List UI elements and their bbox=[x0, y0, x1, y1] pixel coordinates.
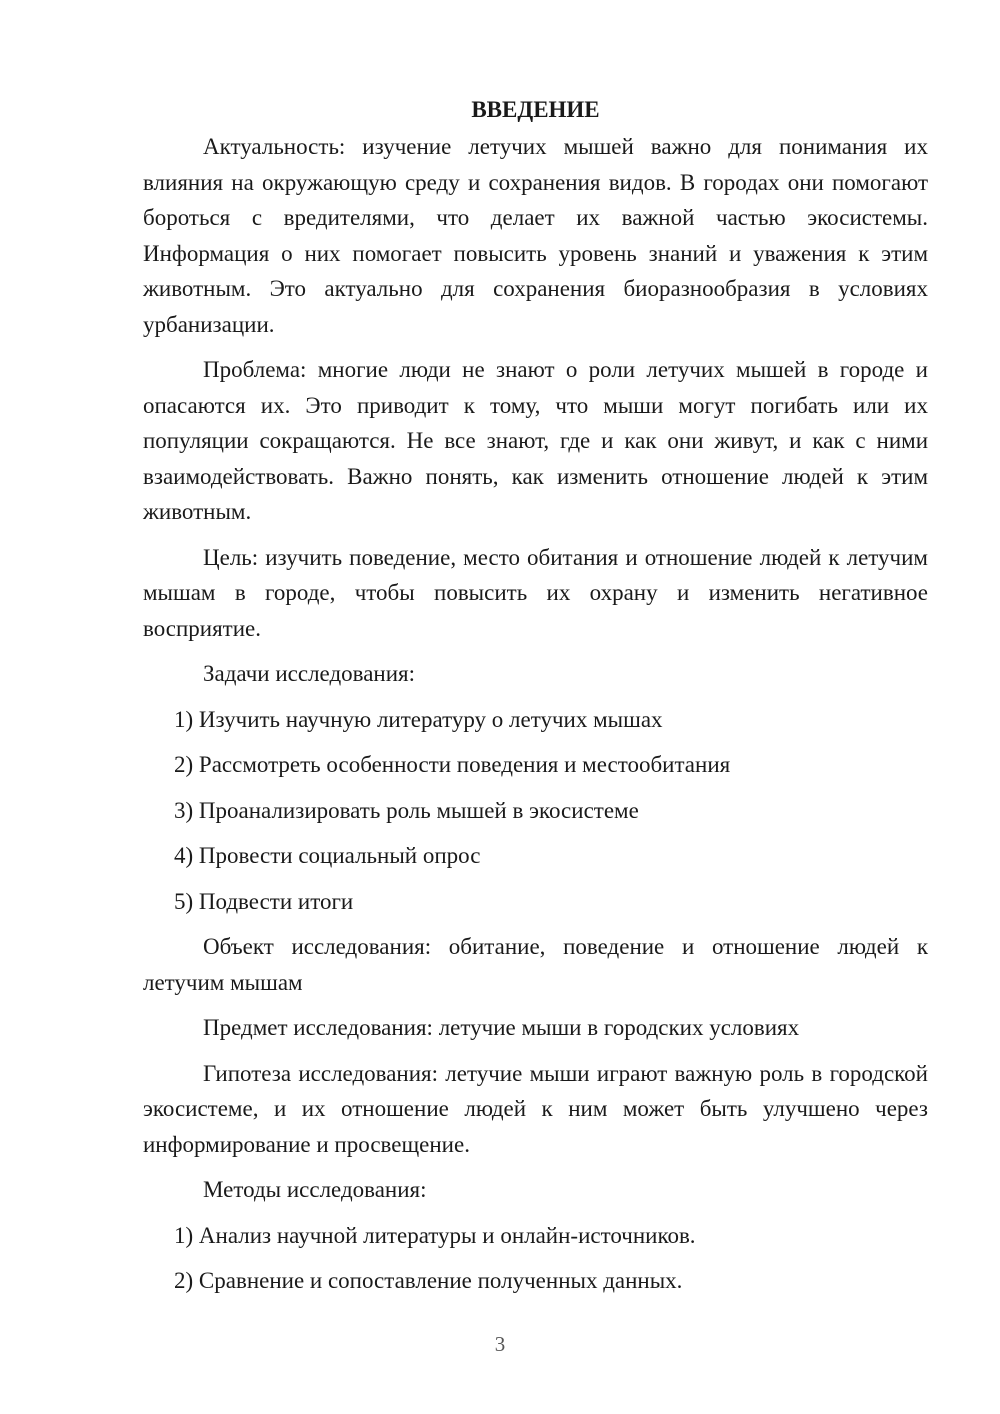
task-item: 3) Проанализировать роль мышей в экосистеме bbox=[174, 797, 639, 823]
problem-paragraph: Проблема: многие люди не знают о роли летучих мышей в городе и опасаются их. Это приводит к тому, что мыши могут погибать или их популяции сокращаются. Не все знают, где и как они живут, и как с ними взаимодействовать. Важно понять, как изменить отношение людей к этим животным. bbox=[143, 357, 928, 524]
methods-list bbox=[143, 1218, 928, 1299]
goal-paragraph: Цель: изучить поведение, место обитания и отношение людей к летучим мышам в городе, чтобы повысить их охрану и изменить негативное восприятие. bbox=[143, 544, 928, 641]
task-item: 4) Провести социальный опрос bbox=[174, 843, 481, 868]
subject-paragraph: Предмет исследования: летучие мыши в городских условиях bbox=[203, 1015, 800, 1040]
object-paragraph: Объект исследования: обитание, поведение и отношение людей к летучим мышам bbox=[143, 934, 928, 995]
tasks-heading: Задачи исследования: bbox=[203, 661, 416, 686]
task-item: 5) Подвести итоги bbox=[174, 888, 354, 914]
page-number: 3 bbox=[494, 1332, 506, 1356]
tasks-list bbox=[143, 702, 928, 920]
hypothesis-paragraph: Гипотеза исследования: летучие мыши играют важную роль в городской экосистеме, и их отношение людей к ним может быть улучшено через информирование и просвещение. bbox=[143, 1060, 928, 1157]
relevance-paragraph: Актуальность: изучение летучих мышей важно для понимания их влияния на окружающую среду и сохранения видов. В городах они помогают бороться с вредителями, что делает их важной частью экосистемы. Информация о них помогает повысить уровень знаний и уважения к этим животным. Это актуально для сохранения биоразнообразия в условиях урбанизации. bbox=[143, 134, 928, 337]
method-item: 1) Анализ научной литературы и онлайн-источников. bbox=[174, 1222, 696, 1248]
method-item: 2) Сравнение и сопоставление полученных данных. bbox=[174, 1268, 683, 1293]
methods-heading: Методы исследования: bbox=[203, 1177, 427, 1202]
document-page bbox=[143, 92, 928, 1309]
section-title: ВВЕДЕНИЕ bbox=[471, 97, 600, 122]
task-item: 1) Изучить научную литературу о летучих мышах bbox=[174, 706, 663, 732]
task-item: 2) Рассмотреть особенности поведения и местообитания bbox=[174, 752, 731, 777]
